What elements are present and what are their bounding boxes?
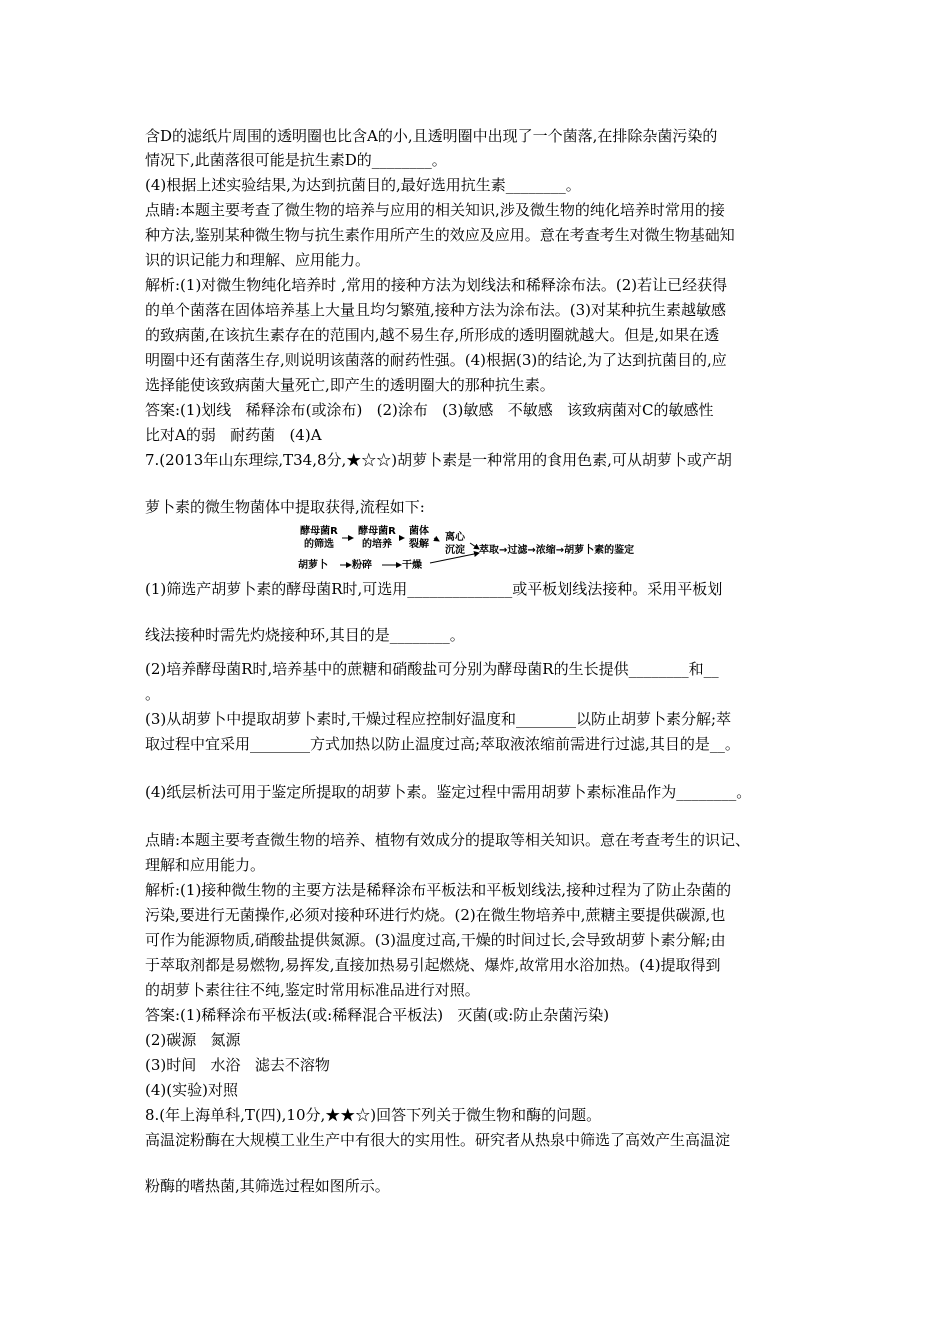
text-line: 的致病菌,在该抗生素存在的范围内,越不易生存,所形成的透明圈就越大。但是,如果在透 <box>145 326 720 344</box>
text-line: (1)筛选产胡萝卜素的酵母菌R时,可选用______________或平板划线法接种。采用平板划 <box>145 580 723 598</box>
text-line: (3)从胡萝卜中提取胡萝卜素时,干燥过程应控制好温度和________以防止胡萝卜素分解;萃 <box>145 710 732 728</box>
text-line: 7.(2013年山东理综,T34,8分,★☆☆)胡萝卜素是一种常用的食用色素,可从胡萝卜或产胡 <box>145 451 732 469</box>
text-line: 点睛:本题主要考查了微生物的培养与应用的相关知识,涉及微生物的纯化培养时常用的接 <box>145 201 725 219</box>
text-line: (4)(实验)对照 <box>145 1081 238 1099</box>
text-line: 明圈中还有菌落生存,则说明该菌落的耐药性强。(4)根据(3)的结论,为了达到抗菌目的,应 <box>145 351 727 369</box>
text-line: (4)根据上述实验结果,为达到抗菌目的,最好选用抗生素________。 <box>145 176 581 194</box>
text-line: 比对A的弱 耐药菌 (4)A <box>145 426 322 444</box>
text-line: (3)时间 水浴 滤去不溶物 <box>145 1056 330 1074</box>
flow-text: 离心 <box>445 532 465 543</box>
text-line: 线法接种时需先灼烧接种环,其目的是________。 <box>145 626 465 644</box>
text-line: 选择能使该致病菌大量死亡,即产生的透明圈大的那种抗生素。 <box>145 376 555 394</box>
text-line: 8.(年上海单科,T(四),10分,★★☆)回答下列关于微生物和酶的问题。 <box>145 1106 602 1124</box>
text-line: 种方法,鉴别某种微生物与抗生素作用所产生的效应及应用。意在考查考生对微生物基础知 <box>145 226 735 244</box>
text-line: 可作为能源物质,硝酸盐提供氮源。(3)温度过高,干燥的时间过长,会导致胡萝卜素分解;由 <box>145 931 726 949</box>
text-line: 解析:(1)接种微生物的主要方法是稀释涂布平板法和平板划线法,接种过程为了防止杂菌的 <box>145 881 732 899</box>
flow-text: 菌体 <box>409 526 429 537</box>
text-line: 情况下,此菌落很可能是抗生素D的________。 <box>145 151 447 169</box>
text-line: 粉酶的嗜热菌,其筛选过程如图所示。 <box>145 1177 390 1195</box>
flow-text: 酵母菌R <box>358 526 396 537</box>
text-line: 萝卜素的微生物菌体中提取获得,流程如下: <box>145 498 425 516</box>
flow-text: 萃取→过滤→浓缩→胡萝卜素的鉴定 <box>479 545 635 556</box>
flow-text: 粉碎 <box>352 560 372 571</box>
text-line: 的胡萝卜素往往不纯,鉴定时常用标准品进行对照。 <box>145 981 480 999</box>
text-line: (2)碳源 氮源 <box>145 1031 241 1049</box>
text-line: 含D的滤纸片周围的透明圈也比含A的小,且透明圈中出现了一个菌落,在排除杂菌污染的 <box>145 127 718 145</box>
flow-text: 酵母菌R <box>300 526 338 537</box>
text-line: (2)培养酵母菌R时,培养基中的蔗糖和硝酸盐可分别为酵母菌R的生长提供________和__ <box>145 660 719 678</box>
flow-text: 的筛选 <box>304 539 334 550</box>
text-line: 高温淀粉酶在大规模工业生产中有很大的实用性。研究者从热泉中筛选了高效产生高温淀 <box>145 1131 731 1149</box>
flow-text: 沉淀 <box>445 545 465 556</box>
text-line: (4)纸层析法可用于鉴定所提取的胡萝卜素。鉴定过程中需用胡萝卜素标准品作为________。 <box>145 783 752 801</box>
process-flowchart <box>296 523 676 573</box>
flow-text: 的培养 <box>362 539 392 550</box>
text-line: 识的识记能力和理解、应用能力。 <box>145 251 371 269</box>
text-line: 答案:(1)稀释涂布平板法(或:稀释混合平板法) 灭菌(或:防止杂菌污染) <box>145 1006 610 1024</box>
text-line: 于萃取剂都是易燃物,易挥发,直接加热易引起燃烧、爆炸,故常用水浴加热。(4)提取得到 <box>145 956 721 974</box>
text-line: 取过程中宜采用________方式加热以防止温度过高;萃取液浓缩前需进行过滤,其目的是__。 <box>145 735 740 753</box>
text-line: 污染,要进行无菌操作,必须对接种环进行灼烧。(2)在微生物培养中,蔗糖主要提供碳源,也 <box>145 906 726 924</box>
flow-text: 胡萝卜 <box>298 560 328 571</box>
flow-text: 裂解 <box>409 539 429 550</box>
text-line: 。 <box>145 685 161 703</box>
flow-text: 干燥 <box>402 560 422 571</box>
text-line: 理解和应用能力。 <box>145 856 266 874</box>
text-line: 点睛:本题主要考查微生物的培养、植物有效成分的提取等相关知识。意在考查考生的识记、 <box>145 831 751 849</box>
text-line: 的单个菌落在固体培养基上大量且均匀繁殖,接种方法为涂布法。(3)对某种抗生素越敏感 <box>145 301 727 319</box>
flow-arrows <box>296 523 676 573</box>
text-line: 解析:(1)对微生物纯化培养时 ,常用的接种方法为划线法和稀释涂布法。(2)若让已经获得 <box>145 276 728 294</box>
text-line: 答案:(1)划线 稀释涂布(或涂布) (2)涂布 (3)敏感 不敏感 该致病菌对C的敏感性 <box>145 401 714 419</box>
